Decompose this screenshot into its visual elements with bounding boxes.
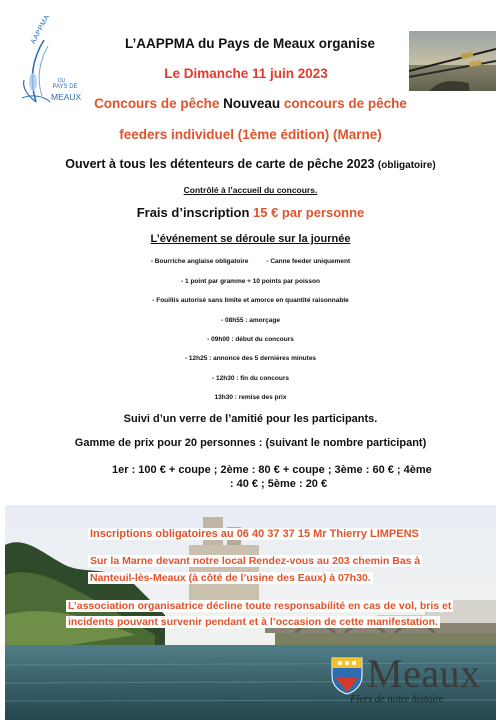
disclaimer-text-1: L’association organisatrice décline toute responsabilité en cas de vol, bris et [68, 600, 452, 612]
disclaimer-line-1 [66, 600, 453, 612]
meaux-shield-icon [330, 656, 364, 696]
contest-headline [0, 96, 501, 111]
obligatoire-text: (obligatoire) [377, 160, 436, 171]
prize-list-line-1: 1er : 100 € + coupe ; 2ème : 80 € + coupe ; 3ème : 60 € ; 4ème [112, 464, 432, 476]
meaux-wordmark: Meaux [367, 651, 481, 696]
schedule-amorcage: - 08h55 : amorçage [221, 317, 280, 324]
meaux-city-logo [330, 651, 495, 712]
logo-du-text: DU [58, 78, 66, 84]
schedule-annonce: - 12h25 : annonce des 5 dernières minutes [184, 355, 317, 362]
prize-list-line-2: : 40 € ; 5ème : 20 € [229, 478, 328, 490]
event-date: Le Dimanche 11 juin 2023 [164, 66, 328, 81]
event-duration-heading: L’événement se déroule sur la journée [150, 233, 351, 245]
rdv-text-2: Nanteuil-lès-Meaux (à côté de l’usine des Eaux) à 07h30. [90, 572, 371, 584]
open-to-all-line [0, 157, 501, 171]
meaux-tagline: Fiers de notre histoire [350, 694, 444, 705]
ouvert-text: Ouvert à tous les détenteurs de carte de pêche 2023 [65, 157, 375, 171]
meeting-place-line-1 [88, 555, 422, 567]
logo-pays-text: PAYS DE [52, 84, 78, 90]
frais-value: 15 € par personne [253, 205, 365, 220]
inscriptions-text: Inscriptions obligatoires au 06 40 37 37 15 Mr Thierry LIMPENS [90, 528, 419, 540]
concours-text-a: Concours de pêche [94, 96, 220, 111]
logo-aappma-text: AAPPMA [30, 13, 52, 46]
prize-range-line: Gamme de prix pour 20 personnes : (suivant le nombre participant) [74, 437, 427, 449]
schedule-debut: - 09h00 : début du concours [207, 336, 294, 343]
frais-label: Frais d’inscription [136, 205, 250, 220]
rule-equipment [0, 258, 501, 265]
rdv-text-1: Sur la Marne devant notre local Rendez-vous au 203 chemin Bas à [90, 555, 421, 567]
disclaimer-line-2 [66, 616, 440, 628]
rule-canne: - Canne feeder uniquement [266, 258, 351, 265]
schedule-remise: 13h30 : remise des prix [214, 394, 287, 401]
disclaimer-text-2: incidents pouvant survenir pendant et à l’occasion de cette manifestation. [68, 616, 438, 628]
feeders-subtitle: feeders individuel (1ème édition) (Marne) [119, 127, 382, 142]
controle-note: Contrôlé à l’accueil du concours. [183, 185, 318, 195]
friendship-drink-line: Suivi d’un verre de l’amitié pour les participants. [123, 413, 378, 425]
organizer-title: L’AAPPMA du Pays de Meaux organise [124, 36, 376, 51]
rule-bourriche: - Bourriche anglaise obligatoire [150, 258, 249, 265]
meeting-place-line-2 [88, 572, 373, 584]
rule-points: - 1 point par gramme + 10 points par poisson [181, 278, 320, 285]
logo-meaux-text: MEAUX [51, 92, 82, 102]
registration-fee-line [0, 205, 501, 220]
inscriptions-banner [88, 528, 421, 540]
concours-text-b: concours de pêche [283, 96, 407, 111]
schedule-fin: - 12h30 : fin du concours [212, 375, 289, 382]
nouveau-text: Nouveau [223, 96, 281, 111]
rule-fouillis: - Fouillis autorisé sans limite et amorce en quantité raisonnable [152, 297, 349, 304]
